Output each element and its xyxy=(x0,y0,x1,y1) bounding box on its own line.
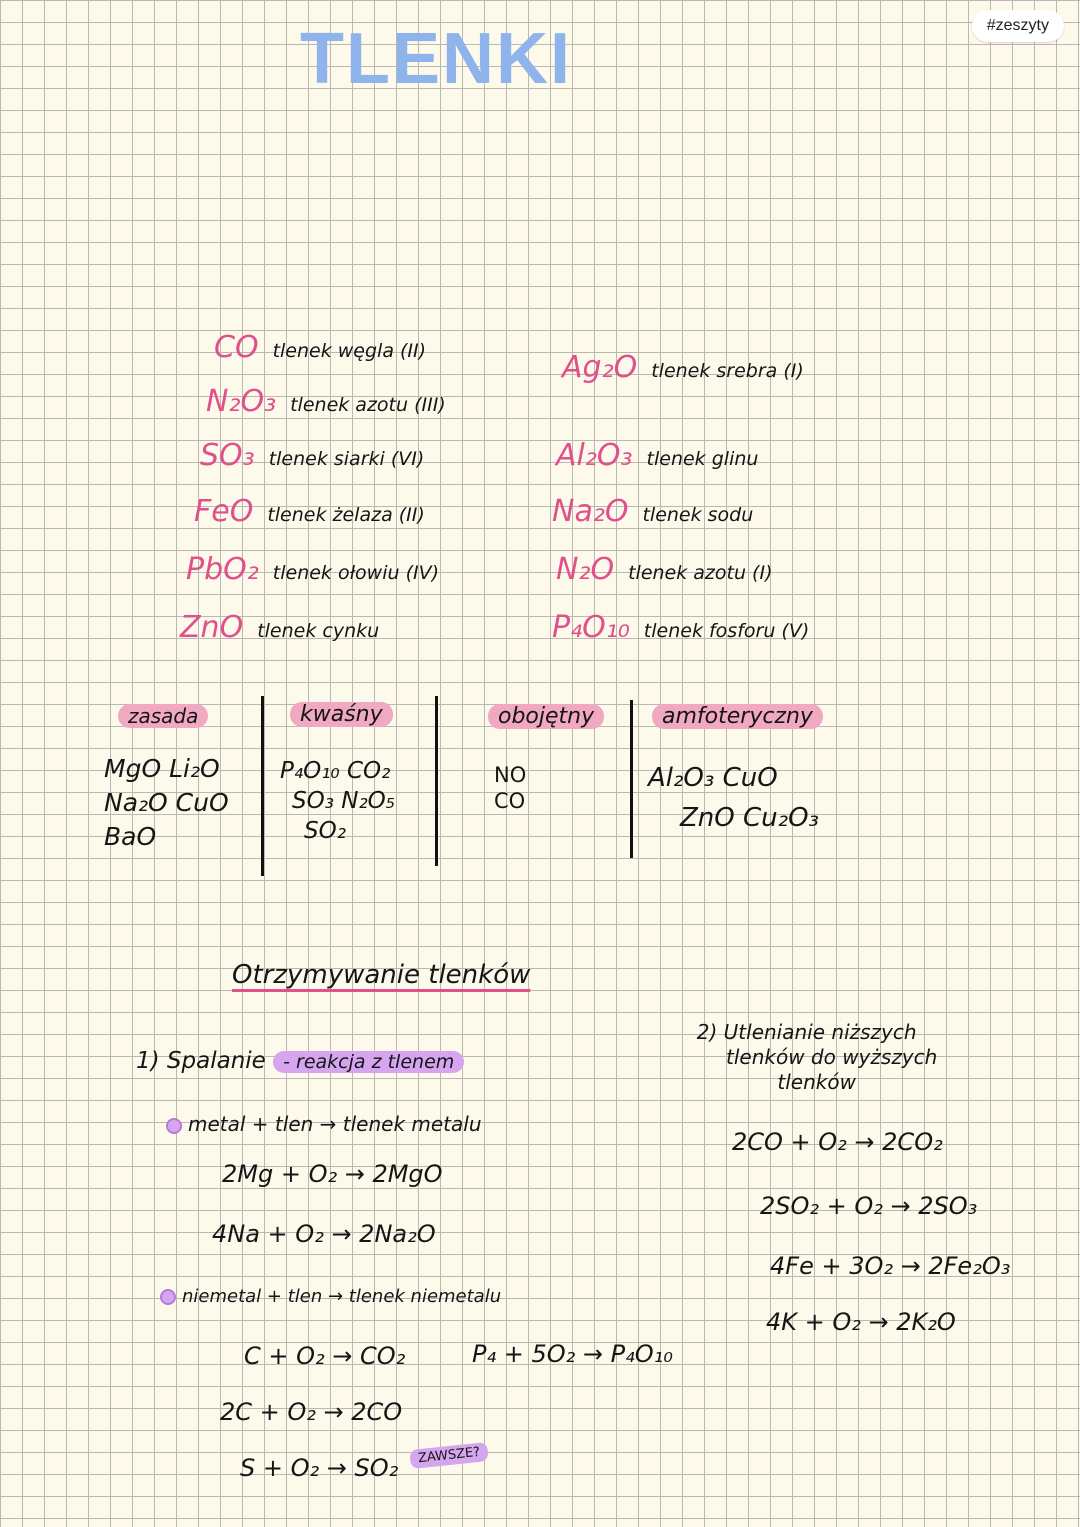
equation: 2Mg + O₂ → 2MgO xyxy=(222,1160,443,1188)
bullet-icon xyxy=(166,1118,182,1134)
page-title: TLENKI xyxy=(300,19,572,99)
section-heading: Otrzymywanie tlenków xyxy=(232,960,531,990)
oxide-formula: N₂O₃ xyxy=(206,384,277,419)
oxide-item xyxy=(214,330,426,365)
oxide-formula: SO₃ xyxy=(200,438,255,473)
acidic-heading: kwaśny xyxy=(290,702,393,727)
equation: 4K + O₂ → 2K₂O xyxy=(766,1308,956,1336)
equation: P₄ + 5O₂ → P₄O₁₀ xyxy=(472,1340,673,1368)
neutral-oxides: NO CO xyxy=(494,763,527,813)
acidic-oxides: P₄O₁₀ CO₂ SO₃ N₂O₅ SO₂ xyxy=(280,758,395,844)
equation: 2C + O₂ → 2CO xyxy=(220,1398,403,1426)
amphoteric-heading: amfoteryczny xyxy=(652,704,823,729)
note-badge: ZAWSZE? xyxy=(409,1442,489,1469)
oxide-formula: P₄O₁₀ xyxy=(552,610,630,645)
equation: 4Fe + 3O₂ → 2Fe₂O₃ xyxy=(770,1252,1011,1280)
oxide-item xyxy=(556,552,773,587)
column-divider xyxy=(630,700,633,858)
oxide-item xyxy=(206,384,446,419)
oxide-formula: Ag₂O xyxy=(562,350,638,385)
metal-rule: metal + tlen → tlenek metalu xyxy=(166,1112,482,1136)
oxide-formula: PbO₂ xyxy=(186,552,259,587)
oxide-item xyxy=(556,438,758,473)
oxide-formula: Al₂O₃ xyxy=(556,438,633,473)
amphoteric-oxides: Al₂O₃ CuO ZnO Cu₂O₃ xyxy=(648,763,819,833)
method1-heading: 1) Spalanie - reakcja z tlenem xyxy=(136,1048,464,1074)
neutral-heading: obojętny xyxy=(488,704,604,729)
equation: 2SO₂ + O₂ → 2SO₃ xyxy=(760,1192,978,1220)
oxide-formula: CO xyxy=(214,330,259,365)
equation: S + O₂ → SO₂ xyxy=(240,1454,399,1482)
oxide-name: tlenek srebra (I) xyxy=(651,360,804,382)
hashtag-badge[interactable]: #zeszyty xyxy=(972,10,1064,42)
oxide-name: tlenek azotu (I) xyxy=(628,562,773,584)
oxide-name: tlenek sodu xyxy=(642,504,754,526)
equation: 2CO + O₂ → 2CO₂ xyxy=(732,1128,943,1156)
oxide-name: tlenek azotu (III) xyxy=(290,394,446,416)
oxide-name: tlenek glinu xyxy=(646,448,759,470)
oxide-item xyxy=(180,610,379,645)
basic-oxides: MgO Li₂O Na₂O CuO BaO xyxy=(104,754,229,851)
oxide-name: tlenek fosforu (V) xyxy=(643,620,810,642)
oxide-formula: Na₂O xyxy=(552,494,629,529)
nonmetal-rule: niemetal + tlen → tlenek niemetalu xyxy=(160,1286,501,1307)
oxide-item xyxy=(200,438,424,473)
oxide-item xyxy=(552,494,753,529)
oxide-item xyxy=(194,494,425,529)
equation: 4Na + O₂ → 2Na₂O xyxy=(212,1220,436,1248)
bullet-icon xyxy=(160,1289,176,1305)
column-divider xyxy=(261,696,264,876)
oxide-name: tlenek ołowiu (IV) xyxy=(272,562,440,584)
oxide-formula: ZnO xyxy=(180,610,244,645)
column-divider xyxy=(435,696,438,866)
oxide-name: tlenek węgla (II) xyxy=(272,340,427,362)
oxide-name: tlenek siarki (VI) xyxy=(268,448,425,470)
equation: C + O₂ → CO₂ xyxy=(244,1342,406,1370)
oxide-formula: FeO xyxy=(194,494,254,529)
oxide-name: tlenek cynku xyxy=(257,620,380,642)
oxide-item xyxy=(552,610,809,645)
oxide-item xyxy=(186,552,439,587)
basic-heading: zasada xyxy=(118,704,208,728)
oxide-formula: N₂O xyxy=(556,552,615,587)
oxide-name: tlenek żelaza (II) xyxy=(267,504,425,526)
oxide-item xyxy=(562,350,804,385)
method2-heading: 2) Utlenianie niższych tlenków do wyższych tlenków xyxy=(696,1020,938,1094)
